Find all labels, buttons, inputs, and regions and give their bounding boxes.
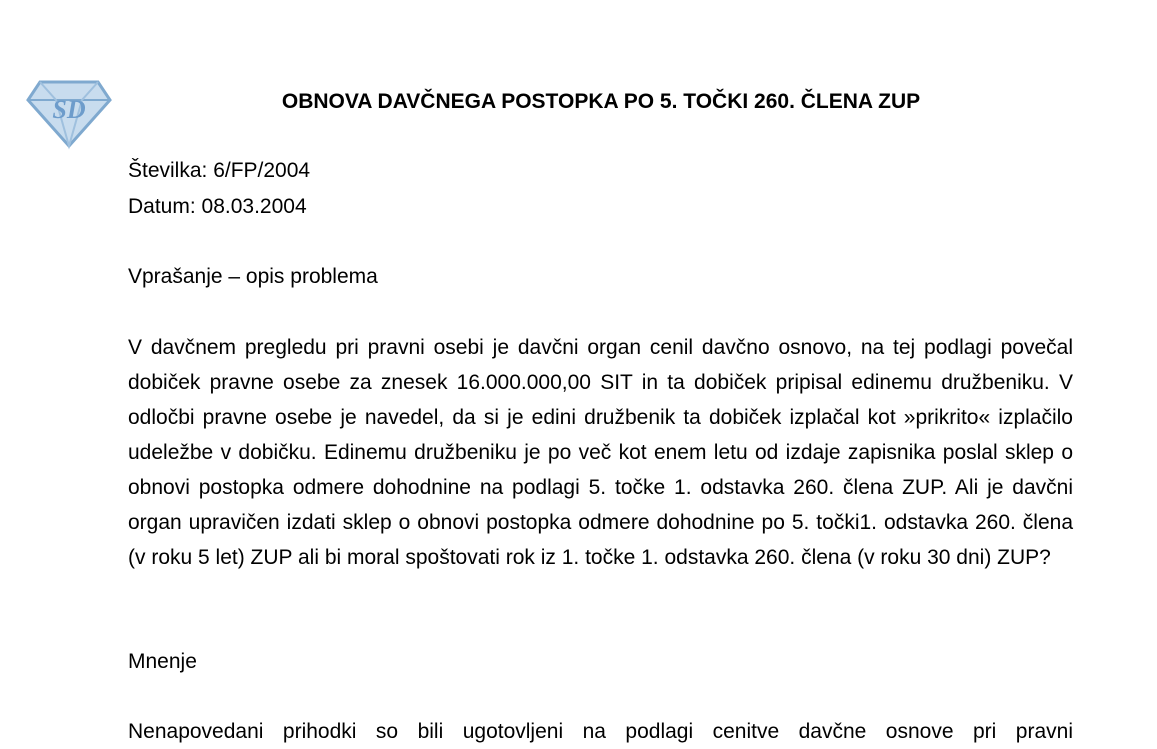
document-number: Številka: 6/FP/2004	[128, 159, 311, 182]
opinion-heading: Mnenje	[128, 650, 197, 673]
logo	[26, 76, 112, 150]
question-body: V davčnem pregledu pri pravni osebi je davčni organ cenil davčno osnovo, na tej podlagi povečal dobiček pravne osebe za znesek 16.000.000,00 SIT in ta dobiček pripisal edinemu družbeniku. V odločbi pravne osebe je navedel, da si je edini družbenik ta dobiček izplačal kot »prikrito« izplačilo udeležbe v dobičku. Edinemu družbeniku je po več kot enem letu od izdaje zapisnika poslal sklep o obnovi postopka odmere dohodnine na podlagi 5. točke 1. odstavka 260. člena ZUP. Ali je davčni organ upravičen izdati sklep o obnovi postopka odmere dohodnine po 5. točki1. odstavka 260. člena (v roku 5 let) ZUP ali bi moral spoštovati rok iz 1. točke 1. odstavka 260. člena (v roku 30 dni) ZUP?	[128, 336, 1073, 569]
opinion-body: Nenapovedani prihodki so bili ugotovljeni na podlagi cenitve davčne osnove pri pravni	[128, 720, 1073, 743]
document-title: OBNOVA DAVČNEGA POSTOPKA PO 5. TOČKI 260. ČLENA ZUP	[281, 90, 921, 113]
document-date: Datum: 08.03.2004	[128, 195, 307, 218]
svg-text:SD: SD	[52, 95, 86, 124]
diamond-logo-icon	[26, 76, 112, 150]
question-heading: Vprašanje – opis problema	[128, 265, 378, 288]
